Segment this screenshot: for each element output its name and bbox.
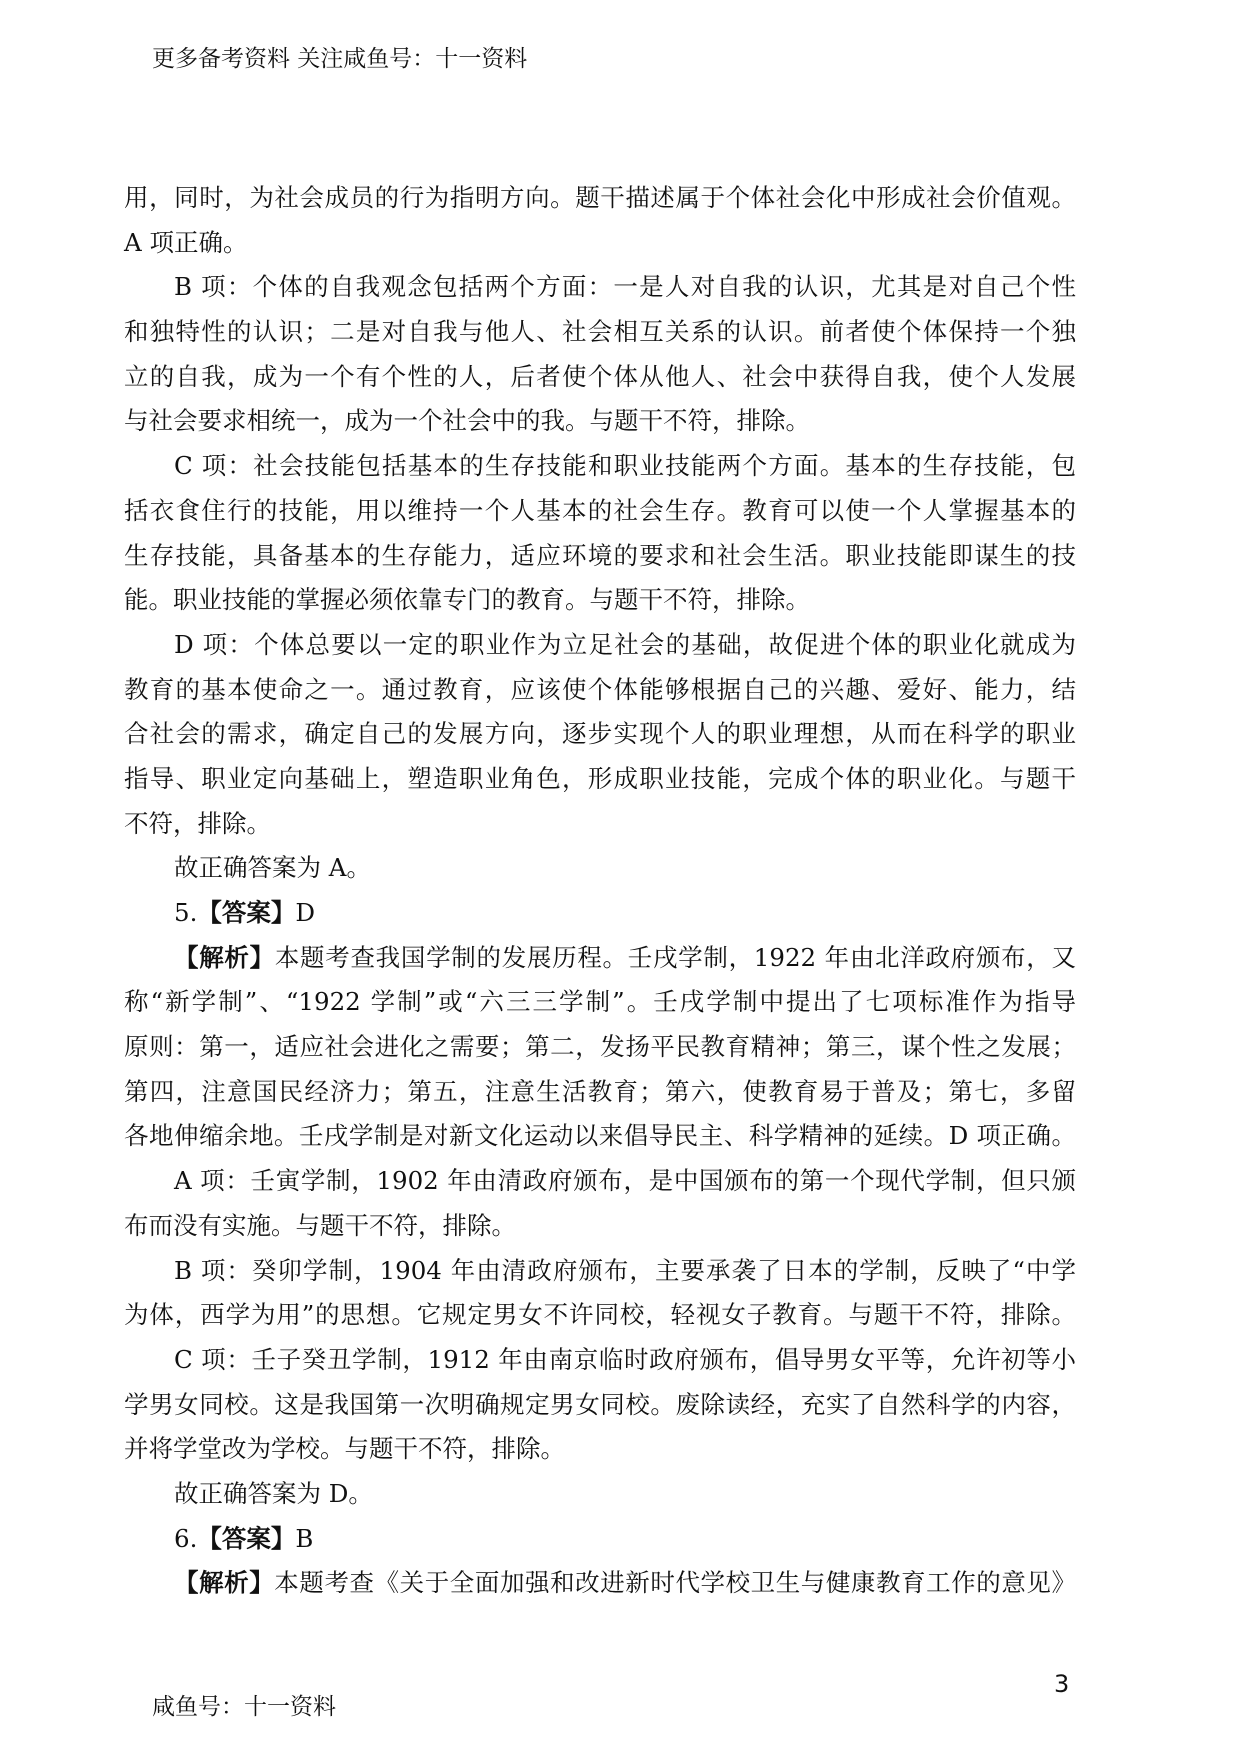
line-text: A 项：壬寅学制，1902 年由清政府颁布，是中国颁布的第一个现代学制，但只颁 <box>174 1166 1076 1196</box>
line-text: B 项：个体的自我观念包括两个方面：一是人对自我的认识，尤其是对自己个性 <box>174 272 1076 302</box>
line-text: 布而没有实施。与题干不符，排除。 <box>124 1210 516 1240</box>
text-line <box>124 578 1076 623</box>
text-line <box>124 534 1076 579</box>
text-line <box>124 1025 1076 1070</box>
section-label: 【解析】 <box>174 1568 275 1598</box>
line-text: 用，同时，为社会成员的行为指明方向。题干描述属于个体社会化中形成社会价值观。 <box>124 183 1076 212</box>
line-text: 原则：第一，适应社会进化之需要；第二，发扬平民教育精神；第三，谋个性之发展； <box>124 1032 1076 1062</box>
question-number: 5. <box>174 898 198 927</box>
section-label: 【解析】 <box>174 942 275 972</box>
text-line <box>124 1293 1076 1338</box>
line-text: 能。职业技能的掌握必须依靠专门的教育。与题干不符，排除。 <box>124 585 810 615</box>
text-line <box>124 355 1076 400</box>
line-text: C 项：社会技能包括基本的生存技能和职业技能两个方面。基本的生存技能，包 <box>174 451 1076 481</box>
text-line <box>124 757 1076 802</box>
line-text: 故正确答案为 D。 <box>174 1478 373 1508</box>
line-text: 本题考查《关于全面加强和改进新时代学校卫生与健康教育工作的意见》 <box>274 1568 1076 1598</box>
line-text: 与社会要求相统一，成为一个社会中的我。与题干不符，排除。 <box>124 406 810 436</box>
text-line <box>124 1114 1076 1159</box>
text-line <box>124 1517 1076 1562</box>
line-text: 为体，西学为用”的思想。它规定男女不许同校，轻视女子教育。与题干不符，排除。 <box>124 1300 1076 1330</box>
line-text: 称“新学制”、“1922 学制”或“六三三学制”。壬戌学制中提出了七项标准作为指导 <box>124 987 1076 1017</box>
text-line <box>124 310 1076 355</box>
line-text: 各地伸缩余地。壬戌学制是对新文化运动以来倡导民主、科学精神的延续。D 项正确。 <box>124 1121 1076 1151</box>
line-text: 立的自我，成为一个有个性的人，后者使个体从他人、社会中获得自我，使个人发展 <box>124 361 1076 391</box>
text-line <box>124 846 1076 891</box>
line-text: D 项：个体总要以一定的职业作为立足社会的基础，故促进个体的职业化就成为 <box>174 629 1076 659</box>
text-line <box>124 1070 1076 1115</box>
text-line <box>124 891 1076 936</box>
text-line <box>124 1204 1076 1249</box>
text-line <box>124 802 1076 847</box>
text-line <box>124 980 1076 1025</box>
line-text: 教育的基本使命之一。通过教育，应该使个体能够根据自己的兴趣、爱好、能力，结 <box>124 674 1076 704</box>
text-line <box>124 176 1076 221</box>
line-text: D <box>295 898 316 927</box>
line-text: 指导、职业定向基础上，塑造职业角色，形成职业技能，完成个体的职业化。与题干 <box>124 763 1076 793</box>
text-line <box>124 1383 1076 1428</box>
text-line <box>124 936 1076 981</box>
line-text: 和独特性的认识；二是对自我与他人、社会相互关系的认识。前者使个体保持一个独 <box>124 317 1076 347</box>
text-line <box>124 668 1076 713</box>
text-line <box>124 1338 1076 1383</box>
line-text: 并将学堂改为学校。与题干不符，排除。 <box>124 1434 565 1464</box>
text-line <box>124 265 1076 310</box>
line-text: 括衣食住行的技能，用以维持一个人基本的社会生存。教育可以使一个人掌握基本的 <box>124 495 1076 525</box>
text-line <box>124 399 1076 444</box>
text-line <box>124 1472 1076 1517</box>
line-text: 学男女同校。这是我国第一次明确规定男女同校。废除读经，充实了自然科学的内容， <box>124 1389 1076 1419</box>
page-number: 3 <box>1054 1670 1070 1698</box>
text-line <box>124 444 1076 489</box>
text-line <box>124 221 1076 266</box>
section-label: 【答案】 <box>197 1523 296 1553</box>
line-text: 本题考查我国学制的发展历程。壬戌学制，1922 年由北洋政府颁布，又 <box>274 942 1076 972</box>
text-line <box>124 489 1076 534</box>
line-text: B 项：癸卯学制，1904 年由清政府颁布，主要承袭了日本的学制，反映了“中学 <box>174 1255 1076 1285</box>
page-footer-watermark: 咸鱼号：十一资料 <box>152 1694 336 1720</box>
line-text: 合社会的需求，确定自己的发展方向，逐步实现个人的职业理想，从而在科学的职业 <box>124 719 1076 749</box>
text-line <box>124 623 1076 668</box>
page-header-watermark: 更多备考资料 关注咸鱼号：十一资料 <box>152 46 528 72</box>
text-line <box>124 1249 1076 1294</box>
line-text: 第四，注意国民经济力；第五，注意生活教育；第六，使教育易于普及；第七，多留 <box>124 1076 1076 1106</box>
line-text: 不符，排除。 <box>124 808 271 838</box>
line-text: 故正确答案为 A。 <box>174 853 371 883</box>
text-line <box>124 1159 1076 1204</box>
line-text: B <box>295 1523 314 1553</box>
line-text: C 项：壬子癸丑学制，1912 年由南京临时政府颁布，倡导男女平等，允许初等小 <box>174 1344 1076 1374</box>
section-label: 【答案】 <box>197 898 296 927</box>
line-text: A 项正确。 <box>124 227 248 257</box>
text-line <box>124 1427 1076 1472</box>
text-line <box>124 1561 1076 1606</box>
text-line <box>124 712 1076 757</box>
answer-explanation-body <box>124 176 1076 1606</box>
question-number: 6. <box>174 1523 198 1553</box>
line-text: 生存技能，具备基本的生存能力，适应环境的要求和社会生活。职业技能即谋生的技 <box>124 540 1076 570</box>
